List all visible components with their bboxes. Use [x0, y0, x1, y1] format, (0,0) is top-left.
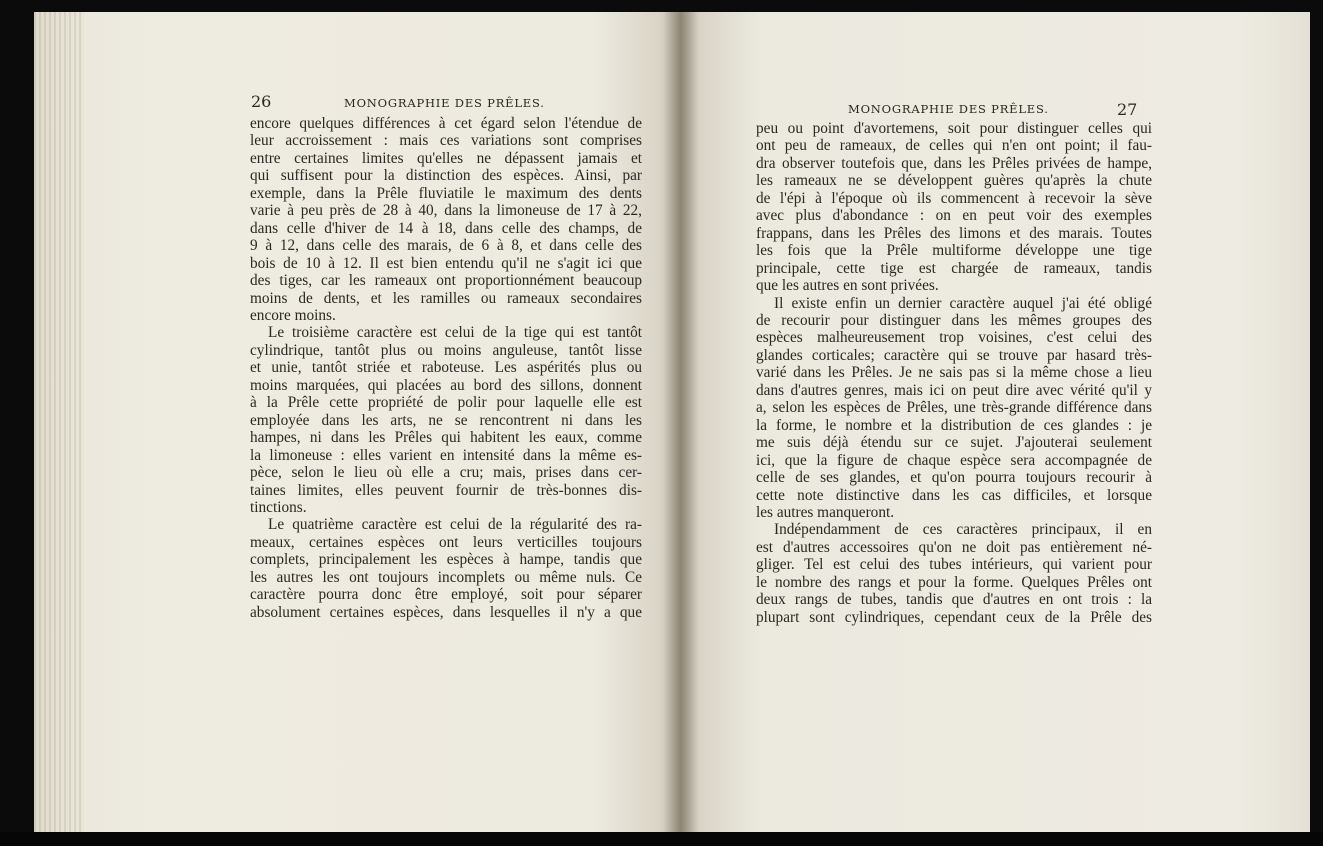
- text-line: ont peu de rameaux, de celles qui n'en ont point; il fau-: [756, 137, 1152, 155]
- text-line: les fois que la Prêle multiforme développe une tige: [756, 242, 1152, 260]
- text-line: glandes corticales; caractère qui se trouve par hasard très-: [756, 346, 1152, 364]
- text-line: le nombre des rangs et pour la forme. Quelques Prêles ont: [756, 573, 1152, 591]
- text-line: plupart sont cylindriques, cependant ceux de la Prêle des: [756, 608, 1152, 626]
- text-line: leur accroissement : mais ces variations sont comprises: [250, 132, 642, 150]
- text-line: la limoneuse : elles varient en intensité dans la même es-: [250, 446, 642, 464]
- text-line: pèce, selon le lieu où elle a cru; mais, prises dans cer-: [250, 464, 642, 482]
- background-band: [0, 832, 1323, 846]
- text-line: Il existe enfin un dernier caractère auquel j'ai été obligé: [774, 294, 1152, 312]
- text-line: hampes, ni dans les Prêles qui habitent les eaux, comme: [250, 429, 642, 447]
- text-line: complets, principalement les espèces à hampe, tandis que: [250, 551, 642, 569]
- text-line: varie à peu près de 28 à 40, dans la limoneuse de 17 à 22,: [250, 202, 642, 220]
- left-page-text: [250, 115, 642, 621]
- text-line: et unie, tantôt striée et raboteuse. Les aspérités plus ou: [250, 359, 642, 377]
- text-line: entre certaines limites qu'elles ne dépassent jamais et: [250, 149, 642, 167]
- text-line: a, selon les espèces de Prêles, une très-grande différence dans: [756, 399, 1152, 417]
- text-line: dans celle d'hiver de 14 à 18, dans celle des champs, de: [250, 219, 642, 237]
- text-line: bois de 10 à 12. Il est bien entendu qu'il ne s'agit ici que: [250, 254, 642, 272]
- text-line: moins marquées, qui placées au bord des sillons, donnent: [250, 376, 642, 394]
- text-line: des tiges, car les rameaux ont proportionnément beaucoup: [250, 272, 642, 290]
- text-line: dra observer toutefois que, dans les Prêles privées de hampe,: [756, 154, 1152, 172]
- text-line: peu ou point d'avortemens, soit pour distinguer celles qui: [756, 120, 1152, 137]
- text-line: celle de ses glandes, et qu'on pourra toujours recourir à: [756, 469, 1152, 487]
- book-gutter: [664, 12, 698, 832]
- text-line: ici, que la figure de chaque espèce sera accompagnée de: [756, 451, 1152, 469]
- text-line: que les autres en sont privées.: [756, 277, 939, 295]
- left-page-number: 26: [251, 92, 272, 111]
- text-line: absolument certaines espèces, dans lesquelles il n'y a que: [250, 603, 642, 621]
- text-line: tinctions.: [250, 498, 307, 516]
- text-line: Indépendamment de ces caractères principaux, il en: [774, 521, 1152, 539]
- left-running-head: MONOGRAPHIE DES PRÊLES.: [344, 96, 545, 110]
- right-running-head: MONOGRAPHIE DES PRÊLES.: [848, 102, 1049, 116]
- text-line: varié dans les Prêles. Je ne sais pas si la même chose a lieu: [756, 364, 1152, 382]
- page-edges: [34, 12, 84, 832]
- text-line: encore quelques différences à cet égard selon l'étendue de: [250, 115, 642, 132]
- text-line: la forme, le nombre et la distribution de ces glandes : je: [756, 416, 1152, 434]
- text-line: de recourir pour distinguer dans les mêmes groupes des: [756, 311, 1152, 329]
- text-line: me suis déjà étendu sur ce sujet. J'ajouterai seulement: [756, 434, 1152, 452]
- text-line: meaux, certaines espèces ont leurs verticilles toujours: [250, 533, 642, 551]
- text-line: gliger. Tel est celui des tubes intérieurs, qui varient pour: [756, 556, 1152, 574]
- text-line: les autres les ont toujours incomplets ou même nuls. Ce: [250, 568, 642, 586]
- text-line: à la Prêle cette propriété de polir pour laquelle elle est: [250, 394, 642, 412]
- text-line: cette note distinctive dans les cas difficiles, et lorsque: [756, 486, 1152, 504]
- text-line: 9 à 12, dans celle des marais, de 6 à 8, et dans celle des: [250, 237, 642, 255]
- text-line: encore moins.: [250, 306, 336, 324]
- text-line: Le troisième caractère est celui de la tige qui est tantôt: [268, 324, 642, 342]
- text-line: exemple, dans la Prêle fluviatile le maximum des dents: [250, 184, 642, 202]
- right-page-number: 27: [1117, 100, 1138, 119]
- right-page-text: [756, 120, 1152, 626]
- text-line: moins de dents, et les ramilles ou rameaux secondaires: [250, 289, 642, 307]
- text-line: est d'autres accessoires qu'on ne doit pas entièrement né-: [756, 538, 1152, 556]
- text-line: frappans, dans les Prêles des limons et des marais. Toutes: [756, 224, 1152, 242]
- text-line: avec plus d'abondance : on en peut voir des exemples: [756, 207, 1152, 225]
- text-line: dans d'autres genres, mais ici on peut dire avec vérité qu'il y: [756, 381, 1152, 399]
- text-line: deux rangs de tubes, tandis que d'autres en ont trois : la: [756, 591, 1152, 609]
- text-line: cylindrique, tantôt plus ou moins anguleuse, tantôt lisse: [250, 341, 642, 359]
- text-line: espèces malheureusement trop voisines, c'est celui des: [756, 329, 1152, 347]
- text-line: les rameaux ne se développent guères qu'après la chute: [756, 172, 1152, 190]
- text-line: de l'épi à l'époque où ils commencent à recevoir la sève: [756, 189, 1152, 207]
- text-line: principale, cette tige est chargée de rameaux, tandis: [756, 259, 1152, 277]
- text-line: Le quatrième caractère est celui de la régularité des ra-: [268, 516, 642, 534]
- text-line: les autres manqueront.: [756, 503, 895, 521]
- text-line: caractère pourra donc être employé, soit pour séparer: [250, 586, 642, 604]
- text-line: qui suffisent pour la distinction des espèces. Ainsi, par: [250, 167, 642, 185]
- text-line: taines limites, elles peuvent fournir de très-bonnes dis-: [250, 481, 642, 499]
- text-line: employée dans les arts, ne se rencontrent ni dans les: [250, 411, 642, 429]
